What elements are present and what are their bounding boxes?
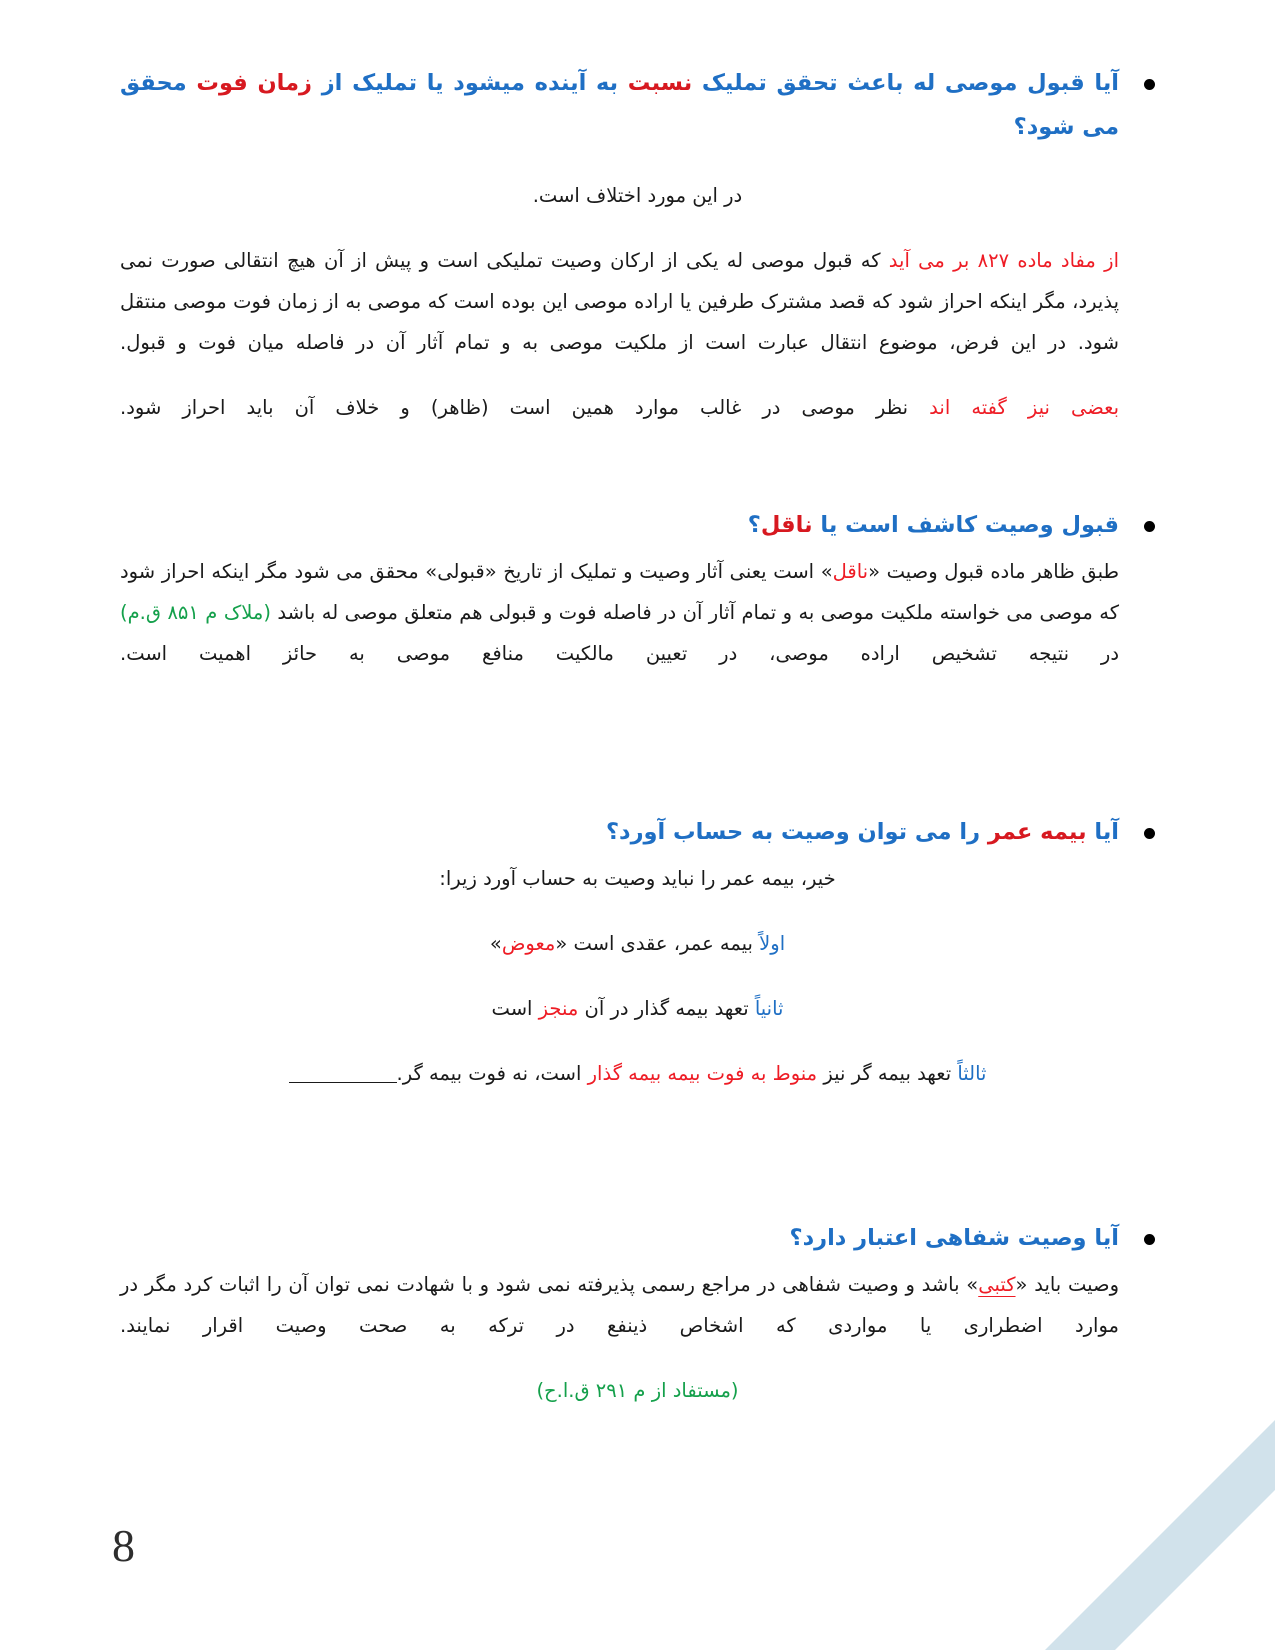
p9-run-0: وصیت باید « — [1015, 1272, 1119, 1296]
heading-run-1: ناقل — [760, 512, 813, 539]
paragraph-10 — [120, 1371, 1155, 1412]
p7-run-1: تعهد بیمه گذار در آن — [578, 996, 755, 1020]
paragraph-5 — [120, 859, 1155, 900]
heading-run-0: آیا — [1086, 819, 1119, 846]
paragraph-3 — [120, 388, 1155, 429]
paragraph-7 — [120, 989, 1155, 1030]
p8-run-0: ثالثاً — [957, 1061, 987, 1085]
heading-run-1: بیمه عمر — [987, 819, 1087, 846]
question-block-1 — [120, 62, 1155, 150]
p4-run-4: در نتیجه تشخیص اراده موصی، در تعیین مالکیت منافع موصی به حائز اهمیت است. — [120, 642, 1119, 666]
paragraph-2 — [120, 241, 1155, 364]
section-q3 — [120, 811, 1155, 1095]
heading-run-1: نسبت — [627, 70, 693, 96]
section-q4 — [120, 1217, 1155, 1412]
p8-run-3: است، نه فوت بیمه گر. — [396, 1061, 588, 1085]
p9-run-1: کتبی — [978, 1272, 1016, 1296]
p1-run-0: در این مورد اختلاف است. — [532, 183, 743, 207]
heading-run-0: آیا وصیت شفاهی اعتبار دارد؟ — [789, 1224, 1119, 1251]
paragraph-1 — [120, 176, 1155, 217]
p4-run-2: » است یعنی آثار وصیت و تملیک از تاریخ «قبولی» محقق می شود مگر اینکه احراز شود که موصی می خواسته ملکیت موصی به و تمام آثار آن در فاصله فوت و قبولی هم متعلق موصی له باشد — [120, 560, 1119, 625]
document-page-content — [120, 62, 1155, 1530]
p4-run-3: (ملاک م ۸۵۱ ق.م) — [120, 601, 271, 625]
question-block-2 — [120, 504, 1155, 548]
heading-run-2: را می توان وصیت به حساب آورد؟ — [605, 819, 988, 846]
paragraph-8 — [120, 1054, 1155, 1095]
page-number: 8 — [112, 1520, 135, 1571]
p4-run-0: طبق ظاهر ماده قبول وصیت « — [868, 560, 1119, 584]
p2-run-0: از مفاد ماده ۸۲۷ بر می آید — [888, 248, 1119, 272]
heading-run-0: آیا قبول موصی له باعث تحقق تملیک — [692, 70, 1119, 96]
p9-run-2: » باشد و وصیت شفاهی در مراجع رسمی پذیرفته نمی شود و با شهادت نمی توان آن را اثبات کرد مگر در موارد اضطراری یا مواردی که اشخاص ذینفع در ترکه به صحت وصیت اقرار نمایند. — [120, 1272, 1119, 1337]
section-q2 — [120, 504, 1155, 675]
p7-run-2: منجز — [538, 996, 579, 1020]
p6-run-0: اولاً — [759, 931, 786, 955]
p10-run-0: (مستفاد از م ۲۹۱ ق.ا.ح) — [536, 1378, 739, 1402]
question-heading-4 — [120, 1217, 1155, 1261]
p8-run-1: تعهد بیمه گر نیز — [817, 1061, 958, 1085]
heading-run-2: به آینده میشود یا تملیک از — [312, 70, 628, 96]
paragraph-9 — [120, 1265, 1155, 1347]
p6-run-3: » — [489, 931, 502, 955]
p7-run-3: است — [491, 996, 539, 1020]
p3-run-1: نظر موصی در غالب موارد همین است (ظاهر) و خلاف آن باید احراز شود. — [120, 395, 930, 419]
heading-run-0: قبول وصیت کاشف است یا — [812, 512, 1119, 539]
p3-run-0: بعضی نیز گفته اند — [929, 395, 1120, 419]
p5-run-0: خیر، بیمه عمر را نباید وصیت به حساب آورد زیرا: — [439, 867, 836, 890]
p6-run-2: معوض — [501, 931, 556, 955]
question-heading-1 — [120, 62, 1155, 150]
p2-run-1: که قبول موصی له یکی از ارکان وصیت تملیکی است و پیش از آن هیچ انتقالی صورت نمی پذیرد، مگر اینکه احراز شود که قصد مشترک طرفین یا اراده موصی این بوده است که موصی به از زمان فوت موصی منتقل شود. در این فرض، موضوع انتقال عبارت است از ملکیت موصی به و تمام آثار آن در فاصله میان فوت و قبول. — [120, 248, 1119, 354]
question-block-3 — [120, 811, 1155, 855]
p8-run-2: منوط به فوت بیمه بیمه گذار — [587, 1061, 818, 1085]
question-heading-3 — [120, 811, 1155, 855]
paragraph-6 — [120, 924, 1155, 965]
handwritten-underline — [289, 1065, 397, 1083]
paragraph-4 — [120, 552, 1155, 675]
p4-run-1: ناقل — [832, 560, 869, 584]
p6-run-1: بیمه عمر، عقدی است « — [555, 931, 760, 955]
heading-run-2: ؟ — [747, 512, 761, 539]
question-block-4 — [120, 1217, 1155, 1261]
question-heading-2 — [120, 504, 1155, 548]
p7-run-0: ثانیاً — [754, 996, 784, 1020]
section-q1 — [120, 62, 1155, 428]
heading-run-4: محقق می شود؟ — [120, 70, 1119, 140]
heading-run-3: زمان فوت — [196, 70, 313, 96]
